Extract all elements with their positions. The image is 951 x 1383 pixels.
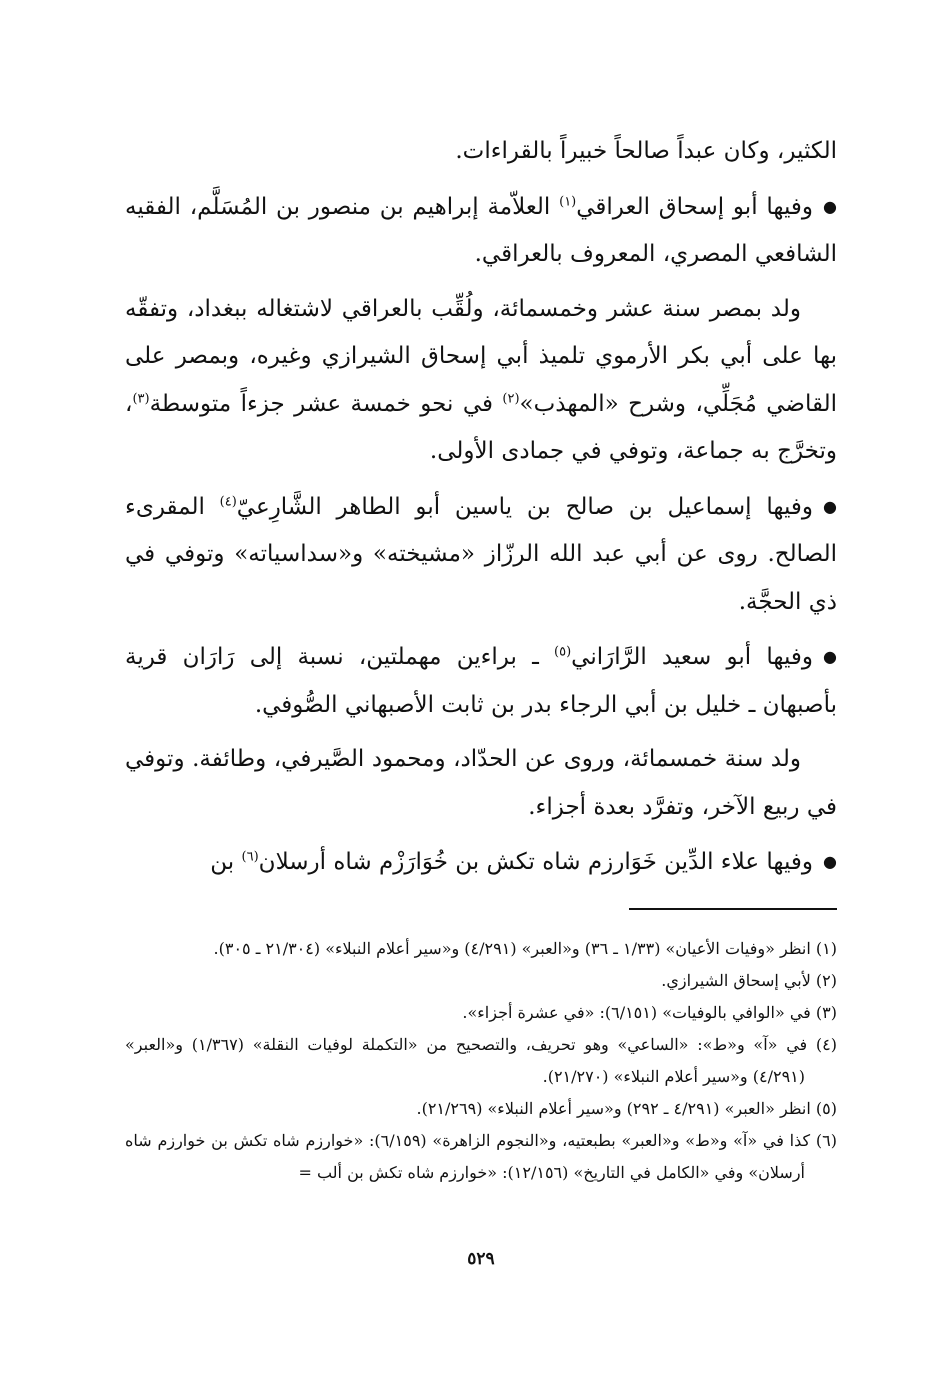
paragraph-1: الكثير، وكان عبداً صالحاً خبيراً بالقراءات. bbox=[455, 138, 837, 164]
paragraph-2 bbox=[125, 183, 837, 279]
paragraph-3: ولد بمصر سنة عشر وخمسمائة، ولُقِّب بالعراقي لاشتغاله ببغداد، وتفقّه بها على أبي بكر الأرموي تلميذ أبي إسحاق الشيرازي وغيره، وبمصر على القاضي مُجَلِّي، وشرح «المهذب»$^{(٢)}$ في نحو خمسة عشر جزءاً متوسطة$^{(٣)}$، وتخرَّج به جماعة، وتوفي في جمادى الأولى. bbox=[125, 295, 837, 464]
bullet-icon: ● bbox=[823, 647, 837, 666]
footnotes bbox=[125, 933, 837, 1189]
footnote-ref[interactable]: (١) bbox=[559, 193, 577, 209]
main-text bbox=[125, 128, 837, 887]
footnote-3: (٣) في «الوافي بالوفيات» (٦/١٥١): «في عشرة أجزاء». bbox=[462, 1003, 837, 1022]
footnote-1: (١) انظر «وفيات الأعيان» (١/٣٣ ـ ٣٦) و«العبر» (٤/٢٩١) و«سير أعلام النبلاء» (٢١/٣٠٤ ـ ٣٠٥). bbox=[213, 939, 837, 958]
paragraph-7: ●وفيها علاء الدِّين خَوَارزم شاه تكش بن خُوَارَزْم شاه أرسلان$^{(٦)}$ بن bbox=[125, 838, 837, 887]
page-number: ٥٢٩ bbox=[467, 1249, 495, 1269]
book-page bbox=[125, 128, 837, 1328]
paragraph-6: ولد سنة خمسمائة، وروى عن الحدّاد، ومحمود الصَّيرفي، وطائفة. وتوفي في ربيع الآخر، وتفرَّد بعدة أجزاء. bbox=[125, 746, 837, 820]
footnote-ref[interactable]: (٣) bbox=[132, 390, 150, 406]
footnote-5: (٥) انظر «العبر» (٤/٢٩١ ـ ٢٩٢) و«سير أعلام النبلاء» (٢١/٢٦٩). bbox=[416, 1099, 837, 1118]
bullet-icon: ● bbox=[823, 852, 837, 871]
entry-text: العلاّمة إبراهيم بن منصور بن المُسَلَّم، الفقيه الشافعي المصري، المعروف بالعراقي. bbox=[125, 193, 837, 267]
footnote-ref[interactable]: (٦) bbox=[241, 849, 259, 865]
footnote-4: (٤) في «آ» و«ط»: «الساعي» وهو تحريف، والتصحيح من «التكملة لوفيات النقلة» (١/٣٦٧) و«العبر» (٤/٢٩١) و«سير أعلام النبلاء» (٢١/٢٧٠). bbox=[125, 1035, 838, 1086]
bullet-icon: ● bbox=[823, 496, 837, 516]
footnote-ref[interactable]: (٢) bbox=[502, 390, 520, 406]
paragraph-4: ●وفيها إسماعيل بن صالح بن ياسين أبو الطاهر الشَّارِعيّ$^{(٤)}$ المقرىء الصالح. روى عن أبي عبد الله الرزّاز «مشيخته» و«سداسياته» وتوفي في ذي الحجَّة. bbox=[125, 483, 837, 627]
footnote-2: (٢) لأبي إسحاق الشيرازي. bbox=[661, 971, 837, 990]
bullet-icon: ● bbox=[823, 196, 837, 216]
footnote-separator bbox=[629, 908, 837, 910]
footnote-ref[interactable]: (٥) bbox=[554, 644, 572, 660]
footnote-6: (٦) كذا في «آ» و«ط» و«العبر» بطبعتيه، و«النجوم الزاهرة» (٦/١٥٩): «خوارزم شاه تكش بن خوارزم شاه أرسلان» وفي «الكامل في التاريخ» (١٢/١٥٦): «خوارزم شاه تكش بن ألب = bbox=[125, 1131, 837, 1182]
footnote-ref[interactable]: (٤) bbox=[219, 493, 237, 509]
paragraph-5: ●وفيها أبو سعيد الرَّارَاني$^{(٥)}$ ـ براءين مهملتين، نسبة إلى رَارَان قرية بأصبهان ـ خليل بن أبي الرجاء بدر بن ثابت الأصبهاني الصُّوفي. bbox=[125, 633, 837, 729]
entry-text: وفيها أبو إسحاق العراقي bbox=[576, 193, 814, 220]
